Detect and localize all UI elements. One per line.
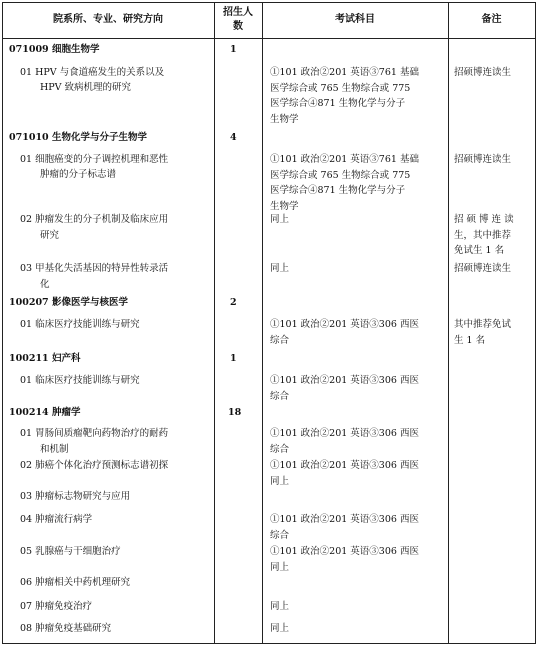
major-label: 100207 影像医学与核医学 [9, 297, 128, 308]
direction-label: 01 临床医疗技能训练与研究 [20, 375, 140, 386]
table-border-top [2, 2, 536, 3]
table-border-bottom [2, 643, 536, 644]
enrollment-count: 2 [230, 297, 237, 308]
exam-subjects: ①101 政治②201 英语③306 西医 综合 [270, 428, 419, 455]
direction-label: 01 细胞癌变的分子调控机理和恶性 [20, 154, 169, 165]
column-divider [214, 2, 215, 644]
direction-label: 01 临床医疗技能训练与研究 [20, 319, 140, 330]
direction-label-cont: HPV 致病机理的研究 [40, 82, 132, 93]
header-subjects: 考试科目 [335, 14, 375, 25]
direction-label: 04 肿瘤流行病学 [20, 514, 93, 525]
direction-label: 02 肿瘤发生的分子机制及临床应用 [20, 214, 169, 225]
column-divider [262, 2, 263, 644]
direction-label: 03 甲基化失活基因的特异性转录活 [20, 263, 169, 274]
note: 招硕博连读生 [454, 263, 512, 274]
table-border-right [535, 2, 536, 644]
direction-label: 01 HPV 与食道癌发生的关系以及 [20, 67, 165, 78]
table-border-left [2, 2, 3, 644]
enrollment-count: 1 [230, 353, 237, 364]
direction-label-cont: 肿瘤的分子标志谱 [40, 169, 117, 180]
major-label: 071009 细胞生物学 [9, 44, 100, 55]
direction-label: 06 肿瘤相关中药机理研究 [20, 577, 131, 588]
direction-label: 01 胃肠间质瘤靶向药物治疗的耐药 [20, 428, 169, 439]
exam-subjects: ①101 政治②201 英语③306 西医 综合 [270, 514, 419, 541]
exam-subjects: 同上 [270, 214, 290, 225]
direction-label: 05 乳腺癌与干细胞治疗 [20, 546, 121, 557]
note: 其中推荐免试 生 1 名 [454, 319, 512, 346]
direction-label: 08 肿瘤免疫基础研究 [20, 623, 112, 634]
column-divider [448, 2, 449, 644]
header-divider [2, 38, 536, 39]
direction-label: 02 肺癌个体化治疗预测标志谱初探 [20, 460, 169, 471]
exam-subjects: 同上 [270, 623, 290, 634]
exam-subjects: ①101 政治②201 英语③761 基础 医学综合或 765 生物综合或 775 医学综合④871 生物化学与分子 生物学 [270, 67, 419, 125]
major-label: 100214 肿瘤学 [9, 407, 81, 418]
major-label: 071010 生物化学与分子生物学 [9, 132, 147, 143]
header-notes: 备注 [481, 14, 502, 25]
enrollment-count: 1 [230, 44, 237, 55]
exam-subjects: 同上 [270, 601, 290, 612]
header-count: 招生人数 [223, 7, 253, 32]
exam-subjects: ①101 政治②201 英语③306 西医 同上 [270, 546, 419, 573]
header-dept: 院系所、专业、研究方向 [53, 14, 163, 25]
exam-subjects: ①101 政治②201 英语③306 西医 综合 [270, 319, 419, 346]
direction-label-cont: 研究 [40, 230, 60, 241]
exam-subjects: ①101 政治②201 英语③306 西医 综合 [270, 375, 419, 402]
direction-label: 03 肿瘤标志物研究与应用 [20, 491, 131, 502]
direction-label-cont: 化 [40, 279, 50, 290]
exam-subjects: 同上 [270, 263, 290, 274]
direction-label: 07 肿瘤免疫治疗 [20, 601, 93, 612]
note: 招硕博连读生 [454, 67, 512, 78]
enrollment-count: 4 [230, 132, 237, 143]
note: 招硕博连读生 [454, 154, 512, 165]
direction-label-cont: 和机制 [40, 444, 69, 455]
enrollment-table [2, 2, 536, 644]
major-label: 100211 妇产科 [9, 353, 81, 364]
note: 招 硕 博 连 读 生，其中推荐 免试生 1 名 [454, 214, 514, 256]
exam-subjects: ①101 政治②201 英语③306 西医 同上 [270, 460, 419, 487]
enrollment-count: 18 [228, 407, 242, 418]
exam-subjects: ①101 政治②201 英语③761 基础 医学综合或 765 生物综合或 775 医学综合④871 生物化学与分子 生物学 [270, 154, 419, 212]
